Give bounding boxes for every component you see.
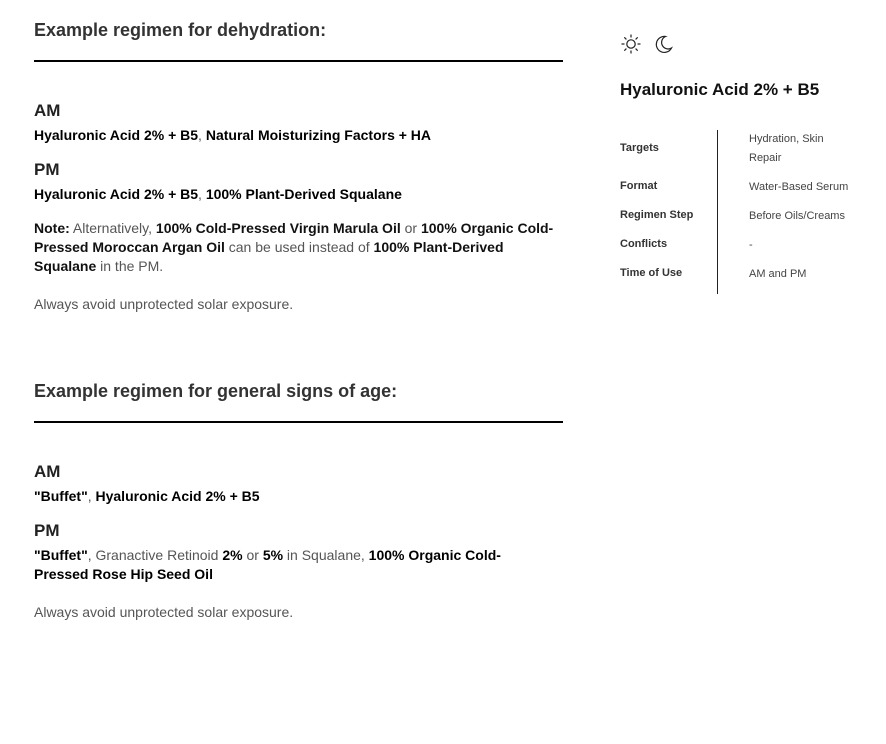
pm-label: PM	[34, 521, 60, 540]
product-name: 100% Organic Cold-Pressed Moroccan Argan Oil	[34, 220, 554, 255]
product-name: 100% Cold-Pressed Virgin Marula Oil	[155, 220, 401, 236]
connector-text: can be used instead of	[224, 239, 374, 255]
sun-icon	[620, 33, 642, 55]
solar-warning: Always avoid unprotected solar exposure.	[34, 296, 294, 312]
connector-text: or	[242, 547, 263, 563]
product-name: Natural Moisturizing Factors + HA	[205, 127, 432, 143]
am-label: AM	[34, 462, 61, 481]
pm-label: PM	[34, 160, 60, 179]
connector-text: ,	[198, 127, 206, 143]
spec-value: Before Oils/Creams	[749, 210, 845, 222]
section-divider	[34, 421, 563, 423]
product-name: 100% Organic Cold-Pressed Rose Hip Seed Oil	[34, 547, 501, 582]
section-title: Example regimen for general signs of age:	[34, 381, 398, 401]
product-name: Hyaluronic Acid 2% + B5	[34, 127, 199, 143]
connector-text: Alternatively,	[69, 220, 156, 236]
note-label: Note:	[34, 220, 70, 236]
connector-text: or	[400, 220, 421, 236]
section-title: Example regimen for dehydration:	[34, 20, 327, 40]
product-name: 2%	[222, 547, 243, 563]
spec-value: Water-Based Serum	[749, 181, 849, 193]
product-name: 5%	[262, 547, 284, 563]
spec-label: Format	[620, 180, 658, 192]
connector-text: in Squalane,	[283, 547, 369, 563]
connector-text: in the PM.	[96, 258, 164, 274]
note-text	[34, 220, 553, 274]
connector-text: , Granactive Retinoid	[87, 547, 223, 563]
section-divider	[34, 60, 563, 62]
solar-warning: Always avoid unprotected solar exposure.	[34, 604, 294, 620]
time-of-use-icons	[620, 33, 674, 55]
am-products	[34, 487, 563, 506]
am-label: AM	[34, 101, 61, 120]
product-name: 100% Plant-Derived Squalane	[34, 239, 504, 274]
connector-text: ,	[198, 186, 206, 202]
spec-divider	[717, 130, 718, 294]
spec-value: AM and PM	[749, 268, 807, 280]
note-paragraph	[34, 219, 563, 276]
pm-products	[34, 546, 534, 584]
product-title: Hyaluronic Acid 2% + B5	[620, 80, 820, 99]
product-name: "Buffet"	[34, 547, 88, 563]
spec-label: Regimen Step	[620, 209, 694, 221]
connector-text: ,	[87, 488, 96, 504]
pm-products	[34, 185, 563, 204]
spec-label: Time of Use	[620, 267, 683, 279]
am-products	[34, 126, 563, 145]
product-name: "Buffet"	[34, 488, 88, 504]
spec-value: -	[749, 239, 753, 251]
product-name: 100% Plant-Derived Squalane	[205, 186, 402, 202]
product-name: Hyaluronic Acid 2% + B5	[95, 488, 260, 504]
spec-value: Hydration, Skin Repair	[749, 133, 824, 164]
spec-label: Targets	[620, 142, 659, 154]
spec-label: Conflicts	[620, 238, 668, 250]
moon-icon	[652, 33, 674, 55]
product-name: Hyaluronic Acid 2% + B5	[34, 186, 199, 202]
